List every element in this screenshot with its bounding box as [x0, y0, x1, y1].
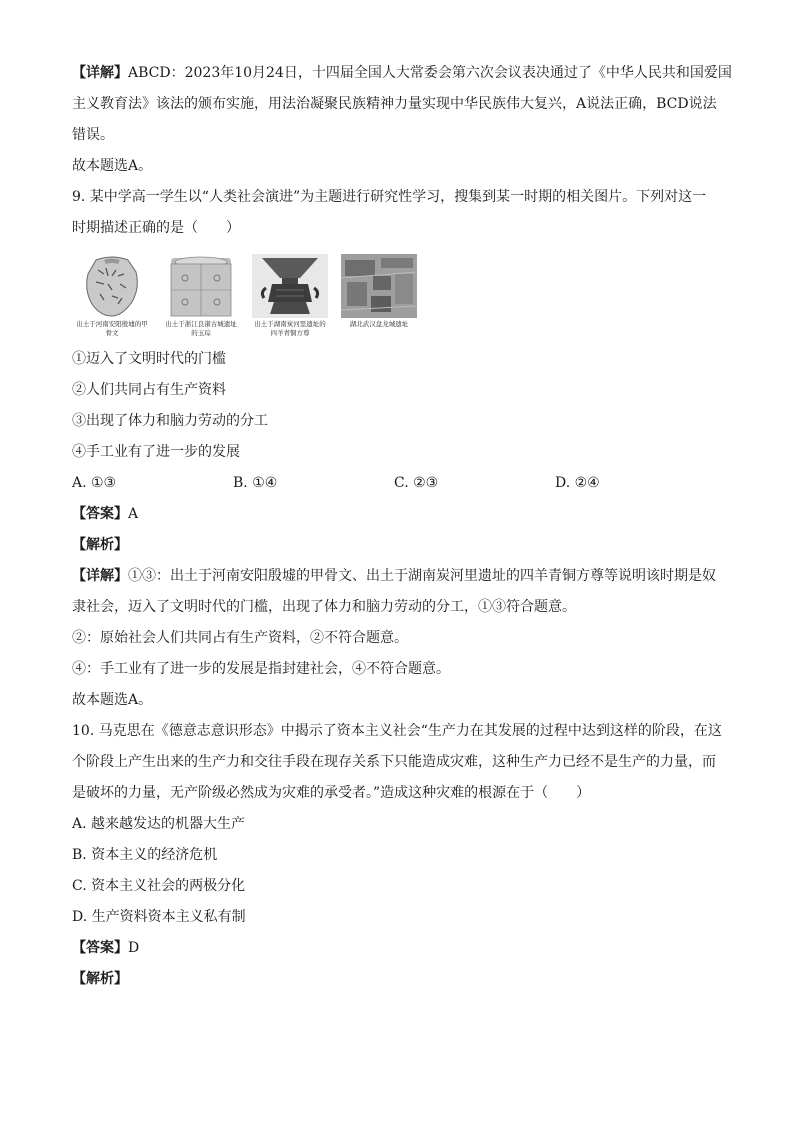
- answer-tag: 【答案】: [72, 940, 128, 956]
- answer-tag: 【答案】: [72, 506, 128, 522]
- figure-bronze-zun: [250, 254, 330, 338]
- q9-detail-line-1: [72, 561, 724, 592]
- q10-option-b[interactable]: B. 资本主义的经济危机: [72, 847, 218, 863]
- figure-caption: 出土于浙江良渚古城遗址的玉琮: [165, 320, 237, 337]
- q9-detail-line-2: 隶社会，迈入了文明时代的门槛，出现了体力和脑力劳动的分工，①③符合题意。: [72, 599, 576, 615]
- q10-stem-line-2: 个阶段上产生出来的生产力和交往手段在现存关系下只能造成灾难，这种生产力已经不是生产的力量，而: [72, 754, 716, 770]
- q9-option-b[interactable]: B. ①④: [233, 475, 278, 491]
- document-page: [72, 58, 732, 995]
- figure-caption: 出土于湖南炭河里遗址的四羊青铜方尊: [254, 320, 326, 337]
- q9-options: [72, 468, 724, 499]
- q10-answer: [72, 933, 724, 964]
- q9-stem-line-1: 9. 某中学高一学生以“人类社会演进”为主题进行研究性学习，搜集到某一时期的相关图片。下列对这一: [72, 189, 707, 205]
- q8-detail-text: ABCD：2023年10月24日，十四届全国人大常委会第六次会议表决通过了《中华人民共和国爱国: [128, 65, 732, 81]
- q9-stem-line-2: 时期描述正确的是（ ）: [72, 220, 240, 236]
- detail-tag: 【详解】: [72, 568, 128, 584]
- q9-detail-line-3: ②：原始社会人们共同占有生产资料，②不符合题意。: [72, 630, 408, 646]
- figure-ruins: [339, 254, 419, 338]
- bronze-zun-icon: [252, 254, 328, 318]
- q10-option-a[interactable]: A. 越来越发达的机器大生产: [72, 816, 246, 832]
- q10-analysis-tag: 【解析】: [72, 971, 128, 987]
- q10-option-d[interactable]: D. 生产资料资本主义私有制: [72, 909, 246, 925]
- figure-caption: 湖北武汉盘龙城遗址: [349, 320, 409, 328]
- figure-caption: 出土于河南安阳殷墟的甲骨文: [76, 320, 148, 337]
- q9-answer: [72, 499, 724, 530]
- q8-detail-line-1: [72, 58, 732, 89]
- figure-oracle-bone: [72, 254, 152, 338]
- q9-option-d[interactable]: D. ②④: [555, 475, 600, 491]
- q9-statement-2: ②人们共同占有生产资料: [72, 382, 226, 398]
- ruins-icon: [341, 254, 417, 318]
- q9-statement-4: ④手工业有了进一步的发展: [72, 444, 240, 460]
- detail-tag: 【详解】: [72, 65, 128, 81]
- q9-statement-3: ③出现了体力和脑力劳动的分工: [72, 413, 268, 429]
- q9-analysis-tag: 【解析】: [72, 537, 128, 553]
- q9-option-c[interactable]: C. ②③: [394, 475, 439, 491]
- q9-conclusion: 故本题选A。: [72, 692, 153, 708]
- q9-detail-text: ①③：出土于河南安阳殷墟的甲骨文、出土于湖南炭河里遗址的四羊青铜方尊等说明该时期是奴: [128, 568, 716, 584]
- jade-cong-icon: [163, 254, 239, 318]
- answer-value: A: [128, 506, 139, 522]
- oracle-bone-icon: [74, 254, 150, 318]
- q8-detail-line-3: 错误。: [72, 127, 114, 143]
- q9-statement-1: ①迈入了文明时代的门槛: [72, 351, 226, 367]
- q9-option-a[interactable]: A. ①③: [72, 475, 117, 491]
- figure-jade-cong: [161, 254, 241, 338]
- q9-figures: [72, 254, 724, 338]
- q9-detail-line-4: ④：手工业有了进一步的发展是指封建社会，④不符合题意。: [72, 661, 450, 677]
- q10-option-c[interactable]: C. 资本主义社会的两极分化: [72, 878, 246, 894]
- q8-detail-line-2: 主义教育法》该法的颁布实施，用法治凝聚民族精神力量实现中华民族伟大复兴，A说法正确，BCD说法: [72, 96, 717, 112]
- q8-conclusion: 故本题选A。: [72, 158, 153, 174]
- q10-stem-line-1: 10. 马克思在《德意志意识形态》中揭示了资本主义社会“生产力在其发展的过程中达到这样的阶段，在这: [72, 723, 722, 739]
- q10-stem-line-3: 是破坏的力量，无产阶级必然成为灾难的承受者。”造成这种灾难的根源在于（ ）: [72, 785, 591, 801]
- answer-value: D: [128, 940, 140, 956]
